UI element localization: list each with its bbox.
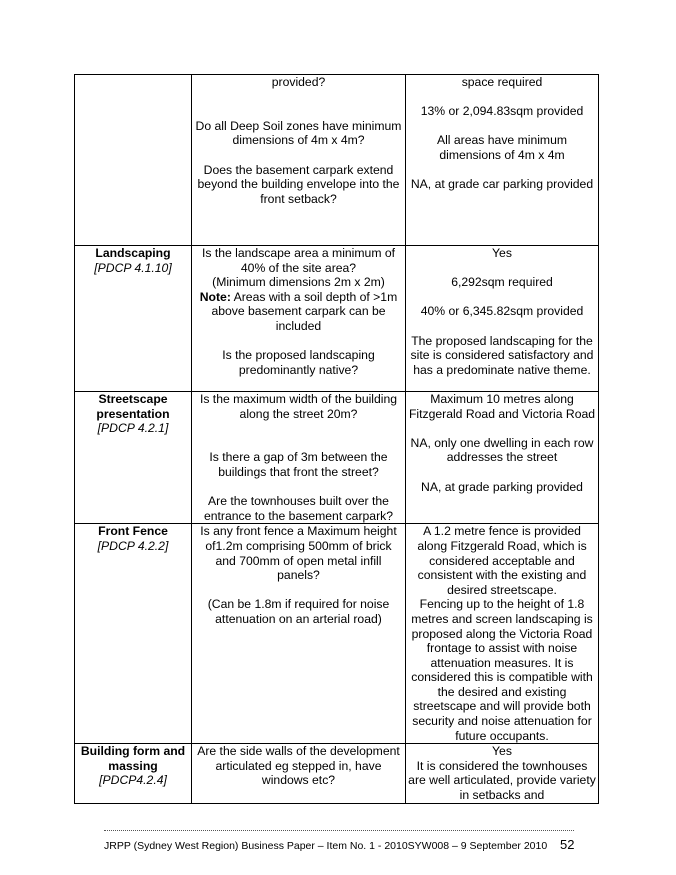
criteria-cell bbox=[75, 75, 192, 246]
response-text: It is considered the townhouses are well articulated, provide variety in setbacks and bbox=[408, 758, 596, 803]
response-text: space required bbox=[461, 75, 543, 89]
response-cell bbox=[406, 744, 599, 804]
response-text: 40% or 6,345.82sqm provided bbox=[420, 304, 584, 319]
section-reference: [PDCP 4.1.10] bbox=[94, 260, 172, 275]
question-text: Do all Deep Soil zones have minimum dimensions of 4m x 4m? bbox=[195, 118, 402, 148]
response-text: Yes bbox=[492, 246, 512, 260]
question-text: Is the proposed landscaping predominantly native? bbox=[222, 348, 375, 377]
question-text: Is any front fence a Maximum height of1.2m comprising 500mm of brick and 700mm of open metal infill panels? bbox=[200, 524, 397, 583]
response-cell bbox=[406, 246, 599, 392]
note-label: Note: bbox=[199, 289, 231, 304]
response-text: NA, at grade parking provided bbox=[421, 479, 583, 494]
response-cell bbox=[406, 524, 599, 744]
response-text: NA, at grade car parking provided bbox=[410, 177, 594, 192]
table-row bbox=[75, 524, 599, 744]
response-text: A 1.2 metre fence is provided along Fitzgerald Road, which is considered acceptable and consistent with the existing and desired streetscape. bbox=[417, 524, 587, 597]
table-row bbox=[75, 75, 599, 246]
section-reference: [PDCP4.2.4] bbox=[99, 773, 167, 788]
response-text: 13% or 2,094.83sqm provided bbox=[420, 104, 584, 119]
section-title: Streetscape presentation bbox=[96, 392, 170, 421]
response-text: Fencing up to the height of 1.8 metres and screen landscaping is proposed along the Victoria Road frontage to assist with noise attenuation measures. It is considered this is compatible with the desired and existing streetscape and will provide both security and noise attenuation for future occupants. bbox=[411, 597, 593, 743]
question-text: Is the maximum width of the building along the street 20m? bbox=[199, 392, 398, 421]
note-text: Note: Areas with a soil depth of >1m above basement carpark can be included bbox=[199, 289, 398, 333]
question-text: (Minimum dimensions 2m x 2m) bbox=[212, 275, 385, 290]
section-reference: [PDCP 4.2.1] bbox=[97, 421, 169, 436]
question-cell bbox=[192, 392, 406, 524]
response-text: 6,292sqm required bbox=[451, 275, 553, 290]
assessment-table bbox=[74, 74, 599, 804]
criteria-cell bbox=[75, 392, 192, 524]
section-title: Landscaping bbox=[95, 246, 171, 260]
question-text: provided? bbox=[271, 75, 326, 89]
table-row bbox=[75, 246, 599, 392]
question-cell bbox=[192, 246, 406, 392]
response-text: All areas have minimum dimensions of 4m x 4m bbox=[436, 133, 568, 162]
question-text: (Can be 1.8m if required for noise attenuation on an arterial road) bbox=[207, 597, 390, 626]
question-text: Does the basement carpark extend beyond the building envelope into the front setback? bbox=[197, 162, 400, 206]
footer-text: JRPP (Sydney West Region) Business Paper – Item No. 1 - 2010SYW008 – 9 September 2010 bbox=[104, 840, 548, 852]
question-cell bbox=[192, 75, 406, 246]
response-text: NA, only one dwelling in each row addresses the street bbox=[410, 435, 594, 465]
response-text: Yes bbox=[492, 744, 512, 759]
section-reference: [PDCP 4.2.2] bbox=[97, 538, 169, 553]
question-text: Are the side walls of the development articulated eg stepped in, have windows etc? bbox=[197, 744, 400, 788]
question-text: Is the landscape area a minimum of 40% of the site area? bbox=[201, 246, 396, 275]
table-row bbox=[75, 392, 599, 524]
page-number: 52 bbox=[560, 837, 575, 852]
question-cell bbox=[192, 524, 406, 744]
section-title: Building form and massing bbox=[80, 744, 186, 773]
response-text: The proposed landscaping for the site is considered satisfactory and has a predominate native theme. bbox=[410, 333, 594, 377]
question-text: Are the townhouses built over the entrance to the basement carpark? bbox=[203, 494, 394, 523]
question-cell bbox=[192, 744, 406, 804]
response-cell bbox=[406, 75, 599, 246]
criteria-cell bbox=[75, 744, 192, 804]
response-cell bbox=[406, 392, 599, 524]
response-text: Maximum 10 metres along Fitzgerald Road and Victoria Road bbox=[408, 392, 596, 421]
table-row bbox=[75, 744, 599, 804]
footer-divider bbox=[104, 830, 574, 831]
criteria-cell bbox=[75, 524, 192, 744]
section-title: Front Fence bbox=[98, 524, 168, 539]
question-text: Is there a gap of 3m between the buildings that front the street? bbox=[209, 450, 388, 479]
criteria-cell bbox=[75, 246, 192, 392]
